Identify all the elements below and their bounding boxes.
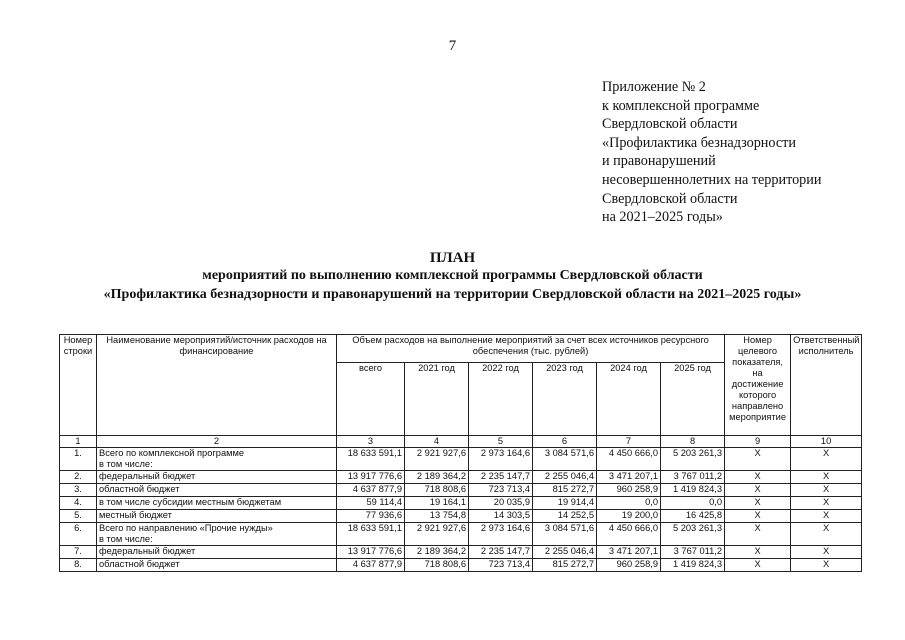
column-number: 9 bbox=[725, 436, 791, 448]
target-indicator: Х bbox=[725, 471, 791, 484]
row-subtitle: в том числе: bbox=[99, 534, 153, 544]
table-row bbox=[60, 497, 862, 510]
row-name-cell bbox=[97, 510, 337, 523]
target-indicator: Х bbox=[725, 448, 791, 471]
value-y2025: 1 419 824,3 bbox=[661, 484, 725, 497]
value-y2024: 4 450 666,0 bbox=[597, 448, 661, 471]
responsible: Х bbox=[791, 484, 862, 497]
row-name: федеральный бюджет bbox=[99, 546, 196, 556]
value-y2021: 2 921 927,6 bbox=[405, 523, 469, 546]
value-y2022: 723 713,4 bbox=[469, 559, 533, 572]
row-name: Всего по направлению «Прочие нужды» bbox=[99, 523, 273, 533]
row-number: 8. bbox=[60, 559, 97, 572]
value-y2021: 2 189 364,2 bbox=[405, 546, 469, 559]
value-total: 59 114,4 bbox=[337, 497, 405, 510]
value-y2025: 3 767 011,2 bbox=[661, 546, 725, 559]
value-y2024: 3 471 207,1 bbox=[597, 471, 661, 484]
row-number: 1. bbox=[60, 448, 97, 471]
row-name-cell bbox=[97, 448, 337, 471]
appendix-line: Приложение № 2 bbox=[602, 79, 706, 95]
appendix-line: Свердловской области bbox=[602, 190, 738, 207]
row-name-cell bbox=[97, 523, 337, 546]
row-name-cell bbox=[97, 559, 337, 572]
row-name-cell bbox=[97, 497, 337, 510]
value-y2022: 20 035,9 bbox=[469, 497, 533, 510]
row-number: 5. bbox=[60, 510, 97, 523]
table-row bbox=[60, 546, 862, 559]
appendix-line: на 2021–2025 годы» bbox=[602, 209, 723, 226]
value-y2022: 723 713,4 bbox=[469, 484, 533, 497]
appendix-line: и правонарушений bbox=[602, 153, 716, 170]
appendix-line: несовершеннолетних на территории bbox=[602, 171, 822, 188]
table-row bbox=[60, 448, 862, 471]
header-name: Наименование мероприятий/источник расходов на финансирование bbox=[97, 335, 337, 436]
value-y2025: 16 425,8 bbox=[661, 510, 725, 523]
column-number: 8 bbox=[661, 436, 725, 448]
target-indicator: Х bbox=[725, 523, 791, 546]
value-y2021: 718 808,6 bbox=[405, 559, 469, 572]
value-y2023: 815 272,7 bbox=[533, 559, 597, 572]
column-number: 3 bbox=[337, 436, 405, 448]
value-y2024: 4 450 666,0 bbox=[597, 523, 661, 546]
header-row-number: Номер строки bbox=[60, 335, 97, 436]
appendix-block bbox=[602, 78, 821, 227]
value-y2025: 5 203 261,3 bbox=[661, 448, 725, 471]
row-number: 4. bbox=[60, 497, 97, 510]
document-title: ПЛАН bbox=[429, 250, 476, 266]
column-number: 1 bbox=[60, 436, 97, 448]
row-name-cell bbox=[97, 546, 337, 559]
value-y2021: 13 754,8 bbox=[405, 510, 469, 523]
row-name: федеральный бюджет bbox=[99, 471, 196, 481]
responsible: Х bbox=[791, 510, 862, 523]
value-y2024: 19 200,0 bbox=[597, 510, 661, 523]
column-number: 10 bbox=[791, 436, 862, 448]
header-year-2023: 2023 год bbox=[533, 363, 597, 436]
value-total: 18 633 591,1 bbox=[337, 448, 405, 471]
column-number: 4 bbox=[405, 436, 469, 448]
responsible: Х bbox=[791, 471, 862, 484]
row-number: 2. bbox=[60, 471, 97, 484]
value-y2023: 3 084 571,6 bbox=[533, 448, 597, 471]
value-y2023: 2 255 046,4 bbox=[533, 546, 597, 559]
column-number: 6 bbox=[533, 436, 597, 448]
row-number: 7. bbox=[60, 546, 97, 559]
row-name: местный бюджет bbox=[99, 510, 172, 520]
responsible: Х bbox=[791, 559, 862, 572]
target-indicator: Х bbox=[725, 546, 791, 559]
target-indicator: Х bbox=[725, 484, 791, 497]
document-subtitle: мероприятий по выполнению комплексной программы Свердловской области bbox=[202, 268, 703, 283]
value-total: 13 917 776,6 bbox=[337, 471, 405, 484]
value-y2022: 2 235 147,7 bbox=[469, 546, 533, 559]
value-y2021: 2 921 927,6 bbox=[405, 448, 469, 471]
value-y2021: 2 189 364,2 bbox=[405, 471, 469, 484]
header-year-2022: 2022 год bbox=[469, 363, 533, 436]
row-name-cell bbox=[97, 471, 337, 484]
column-number: 7 bbox=[597, 436, 661, 448]
value-y2023: 2 255 046,4 bbox=[533, 471, 597, 484]
value-total: 77 936,6 bbox=[337, 510, 405, 523]
header-volume: Объем расходов на выполнение мероприятий за счет всех источников ресурсного обеспечения (тыс. рублей) bbox=[337, 335, 725, 363]
value-y2024: 3 471 207,1 bbox=[597, 546, 661, 559]
header-target-indicator: Номер целевого показателя, на достижение которого направлено мероприятие bbox=[725, 335, 791, 436]
row-number: 6. bbox=[60, 523, 97, 546]
table-row bbox=[60, 559, 862, 572]
responsible: Х bbox=[791, 497, 862, 510]
responsible: Х bbox=[791, 448, 862, 471]
row-subtitle: в том числе: bbox=[99, 459, 153, 469]
responsible: Х bbox=[791, 523, 862, 546]
table-row bbox=[60, 471, 862, 484]
value-y2021: 19 164,1 bbox=[405, 497, 469, 510]
plan-table-body bbox=[60, 448, 862, 572]
value-total: 4 637 877,9 bbox=[337, 559, 405, 572]
target-indicator: Х bbox=[725, 510, 791, 523]
target-indicator: Х bbox=[725, 559, 791, 572]
appendix-line: к комплексной программе bbox=[602, 97, 760, 114]
responsible: Х bbox=[791, 546, 862, 559]
value-y2022: 2 973 164,6 bbox=[469, 448, 533, 471]
header-year-2025: 2025 год bbox=[661, 363, 725, 436]
value-total: 18 633 591,1 bbox=[337, 523, 405, 546]
table-row bbox=[60, 484, 862, 497]
value-y2024: 960 258,9 bbox=[597, 484, 661, 497]
value-total: 13 917 776,6 bbox=[337, 546, 405, 559]
value-y2022: 14 303,5 bbox=[469, 510, 533, 523]
value-y2023: 19 914,4 bbox=[533, 497, 597, 510]
row-name: Всего по комплексной программе bbox=[99, 448, 245, 458]
header-year-2021: 2021 год bbox=[405, 363, 469, 436]
value-y2024: 960 258,9 bbox=[597, 559, 661, 572]
column-number: 2 bbox=[97, 436, 337, 448]
column-number: 5 bbox=[469, 436, 533, 448]
header-year-2024: 2024 год bbox=[597, 363, 661, 436]
plan-table bbox=[59, 334, 862, 572]
value-y2022: 2 973 164,6 bbox=[469, 523, 533, 546]
row-number: 3. bbox=[60, 484, 97, 497]
appendix-line: Свердловской области bbox=[602, 116, 738, 133]
value-y2024: 0,0 bbox=[597, 497, 661, 510]
document-subtitle-program: «Профилактика безнадзорности и правонарушений на территории Свердловской области на 2021–2025 годы» bbox=[103, 287, 802, 302]
appendix-line: «Профилактика безнадзорности bbox=[602, 134, 796, 151]
header-total: всего bbox=[337, 363, 405, 436]
value-y2022: 2 235 147,7 bbox=[469, 471, 533, 484]
row-name: областной бюджет bbox=[99, 484, 180, 494]
table-row bbox=[60, 523, 862, 546]
value-y2023: 815 272,7 bbox=[533, 484, 597, 497]
page-number: 7 bbox=[448, 38, 457, 54]
row-name: в том числе субсидии местным бюджетам bbox=[99, 497, 282, 507]
row-name: областной бюджет bbox=[99, 559, 180, 569]
value-y2025: 1 419 824,3 bbox=[661, 559, 725, 572]
value-y2025: 3 767 011,2 bbox=[661, 471, 725, 484]
value-y2025: 0,0 bbox=[661, 497, 725, 510]
value-y2021: 718 808,6 bbox=[405, 484, 469, 497]
row-name-cell bbox=[97, 484, 337, 497]
table-row bbox=[60, 510, 862, 523]
header-responsible: Ответственный исполнитель bbox=[791, 335, 862, 436]
value-total: 4 637 877,9 bbox=[337, 484, 405, 497]
target-indicator: Х bbox=[725, 497, 791, 510]
value-y2025: 5 203 261,3 bbox=[661, 523, 725, 546]
value-y2023: 3 084 571,6 bbox=[533, 523, 597, 546]
value-y2023: 14 252,5 bbox=[533, 510, 597, 523]
